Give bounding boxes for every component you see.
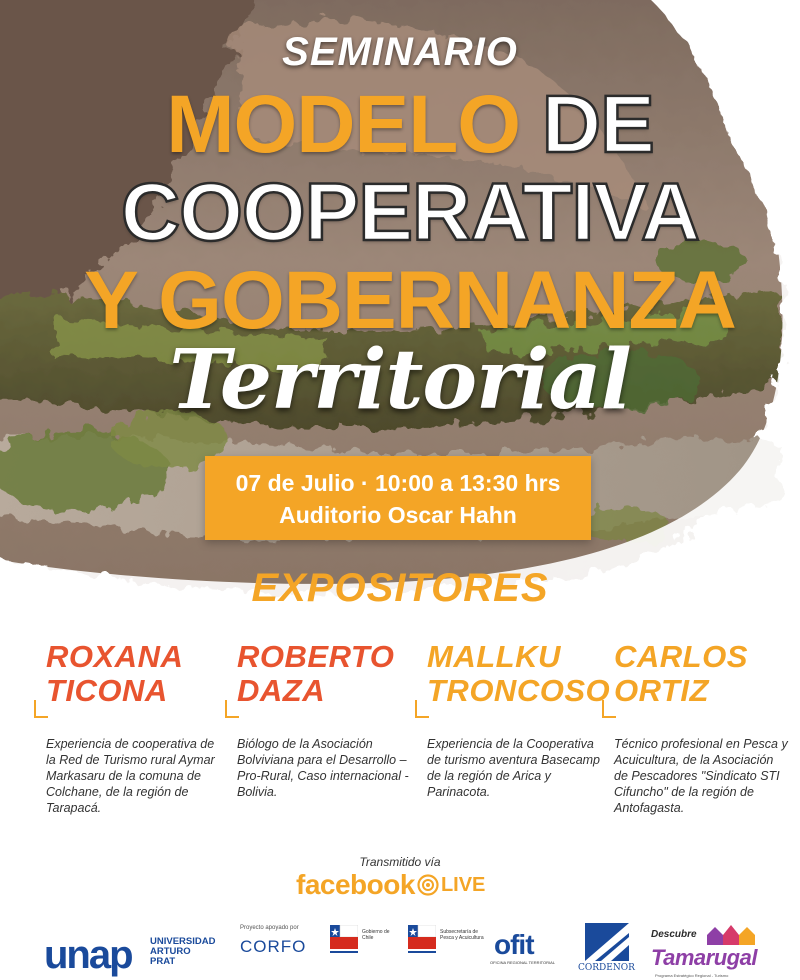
live-broadcast-icon [417, 874, 439, 896]
speaker-last-name: TRONCOSO [427, 673, 611, 708]
tamarugal-houses-icon [705, 923, 755, 945]
title-script-territorial: Territorial [169, 332, 631, 428]
speaker-first-name: ROBERTO [237, 639, 395, 674]
unap-logo-text: UNIVERSIDAD ARTURO PRAT [150, 936, 216, 967]
sponsor-logos-bar [0, 915, 800, 980]
subpesca-logo [408, 925, 436, 961]
event-kicker: SEMINARIO [282, 30, 518, 74]
cordenor-logo: CORDENOR [578, 963, 635, 973]
gobierno-chile-logo [330, 925, 358, 961]
speaker-first-name: MALLKU [427, 639, 561, 674]
corner-bracket-icon [34, 700, 48, 718]
unap-logo: unap [44, 933, 132, 977]
corner-bracket-icon [415, 700, 429, 718]
live-label: LIVE [440, 873, 486, 896]
stream-label: Transmitido vía [359, 855, 441, 869]
speaker-name [614, 640, 794, 708]
speaker-card [614, 639, 794, 815]
corner-bracket-icon [602, 700, 616, 718]
speaker-name [237, 640, 417, 708]
speaker-description: Experiencia de cooperativa de la Red de Turismo rural Aymar Markasaru de la comuna de Colchane, de la región de Tarapacá. [46, 737, 215, 815]
title-line-3: Y GOBERNANZA [84, 255, 736, 346]
event-date-time: 07 de Julio · 10:00 a 13:30 hrs [235, 470, 561, 496]
cordenor-logo-mark [585, 923, 629, 961]
speaker-description: Biólogo de la Asociación Bolviviana para el Desarrollo – Pro-Rural, Caso internacional - Bolivia. [237, 737, 409, 799]
facebook-live-link[interactable] [296, 868, 485, 902]
speaker-card [46, 639, 226, 815]
speaker-name [427, 639, 611, 708]
corfo-logo: CORFO [240, 937, 307, 956]
descubre-label: Descubre [651, 929, 697, 940]
event-venue: Auditorio Oscar Hahn [279, 502, 517, 528]
date-venue-banner [205, 456, 591, 540]
speaker-description: Técnico profesional en Pesca y Acuicultura, de la Asociación de Pescadores "Sindicato STI Cifuncho" de la región de Antofagasta. [614, 737, 788, 815]
speaker-last-name: ORTIZ [614, 673, 709, 708]
speaker-name [46, 640, 226, 708]
title-word-de: DE [541, 79, 654, 170]
ofit-logo: ofit [494, 929, 534, 960]
facebook-wordmark: facebook [296, 869, 415, 900]
speaker-card [237, 639, 417, 799]
title-line-1 [10, 79, 800, 170]
corner-bracket-icon [225, 700, 239, 718]
corfo-note: Proyecto apoyado por [240, 925, 299, 931]
gobierno-chile-text: Gobierno de Chile [362, 929, 390, 941]
speaker-first-name: ROXANA [46, 639, 184, 674]
speaker-description: Experiencia de la Cooperativa de turismo aventura Basecamp de la región de Arica y Parinacota. [427, 737, 601, 799]
ofit-subtitle: OFICINA REGIONAL TERRITORIAL [490, 960, 556, 965]
subpesca-text: Subsecretaría de Pesca y Acuicultura [440, 929, 484, 941]
speaker-last-name: DAZA [237, 673, 326, 708]
title-word-modelo: MODELO [166, 79, 521, 170]
speaker-card [427, 639, 611, 799]
title-line-2: COOPERATIVA [120, 167, 700, 258]
speaker-first-name: CARLOS [614, 639, 748, 674]
speakers-heading: EXPOSITORES [251, 566, 549, 610]
tamarugal-subtitle: Programa Estratégico Regional - Turismo [655, 973, 729, 978]
speaker-last-name: TICONA [46, 673, 168, 708]
tamarugal-logo: Tamarugal [651, 945, 757, 970]
